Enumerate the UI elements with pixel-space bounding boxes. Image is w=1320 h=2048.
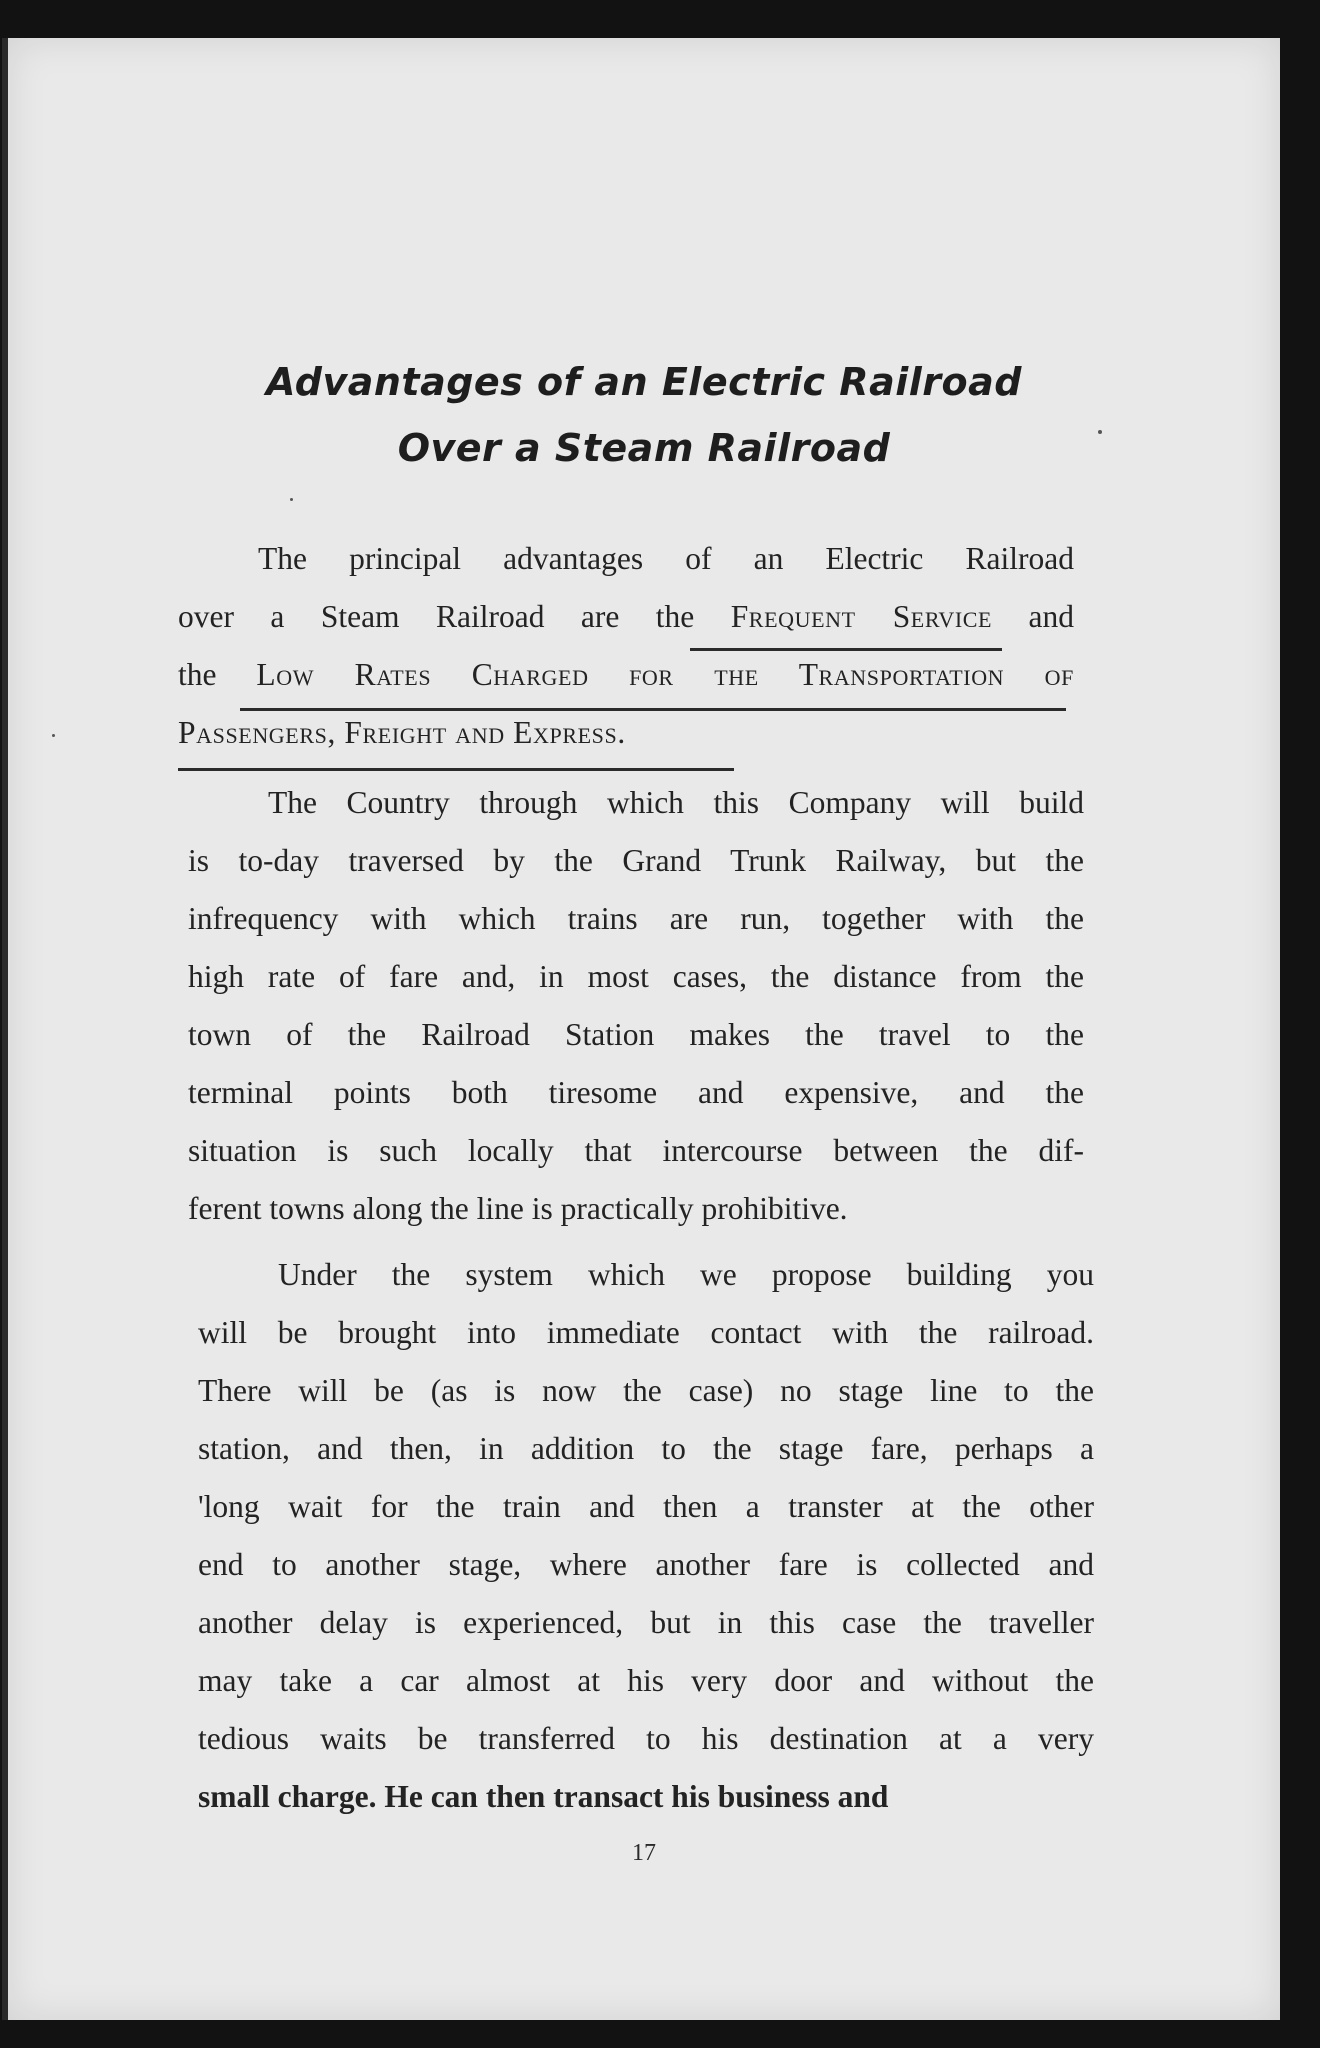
scan-speck [1098,430,1102,434]
paragraph-1-line-2 [178,588,1074,646]
paragraph-3-line: 'long wait for the train and then a transter at the other [198,1489,1094,1524]
paragraph-3-line: another delay is experienced, but in this case the traveller [198,1605,1094,1640]
paragraph-2-line: terminal points both tiresome and expensive, and the [188,1075,1084,1110]
book-page [2,38,1280,2020]
paragraph-3-line: There will be (as is now the case) no stage line to the [198,1373,1094,1408]
underline-low-rates [240,708,1066,711]
paragraph-2-line: town of the Railroad Station makes the travel to the [188,1017,1084,1052]
paragraph-2-line: high rate of fare and, in most cases, the distance from the [188,959,1084,994]
scan-speck [290,498,293,501]
underline-frequent-service [690,648,1002,651]
paragraph-3-line: small charge. He can then transact his business and [198,1779,889,1814]
paragraph-1-line-1: The principal advantages of an Electric Railroad [258,541,1074,576]
low-rates-phrase: Low Rates Charged for the Transportation of [256,657,1075,692]
paragraph-1-line-3 [178,646,1074,704]
paragraph-1-line-3-start: the [178,657,257,692]
paragraph-2-line: The Country through which this Company will build [268,785,1084,820]
paragraph-2-line: situation is such locally that intercourse between the dif- [188,1133,1084,1168]
underline-passengers [178,768,734,771]
paragraph-3-line: tedious waits be transferred to his destination at a very [198,1721,1094,1756]
paragraph-1 [178,530,1074,762]
paragraph-3-line: end to another stage, where another fare is collected and [198,1547,1094,1582]
paragraph-1-line-2-start: over a Steam Railroad are the [178,599,731,634]
page-title-line-1: Advantages of an Electric Railroad [266,360,1022,404]
scan-speck [52,734,55,737]
paragraph-3-line: may take a car almost at his very door and without the [198,1663,1094,1698]
paragraph-3 [198,1246,1094,1826]
paragraph-1-line-4 [178,704,1074,762]
paragraph-2-line: ferent towns along the line is practically prohibitive. [188,1191,848,1226]
paragraph-3-line: Under the system which we propose building you [278,1257,1094,1292]
paragraph-1-line-2-end: and [992,599,1075,634]
paragraph-3-line: will be brought into immediate contact with the railroad. [198,1315,1094,1350]
paragraph-2-line: infrequency with which trains are run, together with the [188,901,1084,936]
paragraph-2-line: is to-day traversed by the Grand Trunk Railway, but the [188,843,1084,878]
passengers-freight-express-phrase: Passengers, Freight and Express. [178,715,626,750]
page-number: 17 [632,1840,656,1866]
frequent-service-phrase: Frequent Service [730,599,993,634]
page-title-line-2: Over a Steam Railroad [397,426,891,470]
paragraph-3-line: station, and then, in addition to the stage fare, perhaps a [198,1431,1094,1466]
paragraph-2 [188,774,1084,1238]
